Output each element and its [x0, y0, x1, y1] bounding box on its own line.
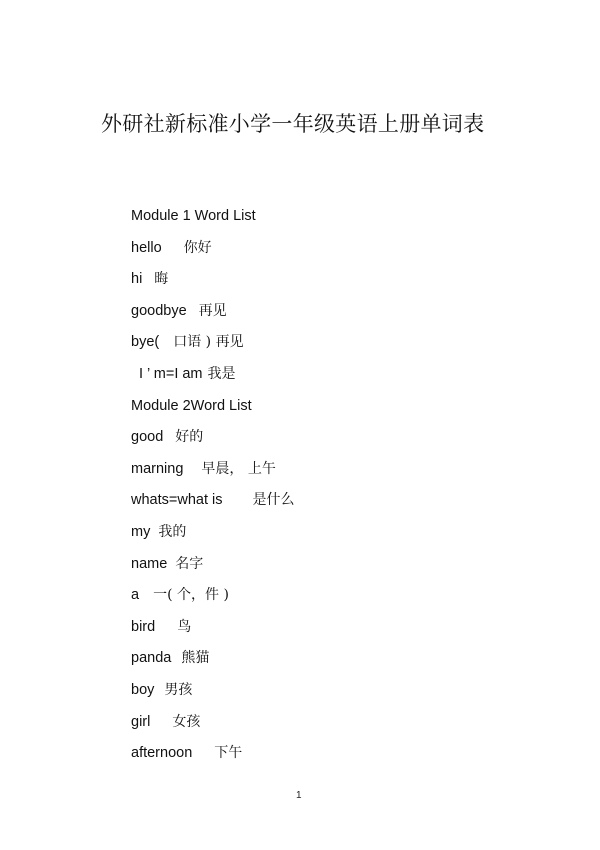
- chinese-meaning: 你好: [183, 239, 212, 256]
- list-item: [131, 615, 294, 647]
- page-title: 外研社新标准小学一年级英语上册单词表: [101, 112, 485, 136]
- chinese-meaning: 我的: [158, 523, 187, 540]
- chinese-meaning: 一( 个，件 ): [153, 587, 229, 604]
- list-item: [131, 204, 294, 236]
- english-word: boy: [131, 681, 155, 698]
- list-item: [131, 457, 294, 489]
- list-item: [131, 362, 294, 394]
- english-word: bye(: [131, 334, 160, 351]
- list-item: [131, 425, 294, 457]
- english-word: name: [131, 555, 168, 572]
- list-item: [131, 583, 294, 615]
- english-word: panda: [131, 650, 172, 667]
- list-item: [131, 552, 294, 584]
- list-item: [131, 394, 294, 426]
- list-item: [131, 267, 294, 299]
- chinese-meaning: 早晨， 上午: [201, 460, 276, 477]
- chinese-meaning: 名字: [175, 555, 204, 572]
- list-item: [131, 236, 294, 268]
- english-word: marning: [131, 460, 184, 477]
- english-word: Module 2Word List: [131, 397, 252, 414]
- english-word: afternoon: [131, 745, 193, 762]
- word-list: [131, 204, 294, 773]
- english-word: Module 1 Word List: [131, 208, 256, 224]
- list-item: [131, 710, 294, 742]
- list-item: [131, 299, 294, 331]
- english-word: my: [131, 523, 151, 540]
- english-word: hi: [131, 271, 143, 288]
- list-item: [131, 741, 294, 773]
- chinese-meaning: 晦: [154, 271, 169, 288]
- chinese-meaning: 我是: [207, 365, 236, 382]
- chinese-meaning: 鸟: [177, 618, 192, 635]
- chinese-meaning: 男孩: [164, 681, 193, 698]
- english-word: I ’ m=I am: [139, 365, 203, 382]
- english-word: girl: [131, 713, 151, 730]
- english-word: a: [131, 587, 140, 604]
- list-item: [131, 678, 294, 710]
- chinese-meaning: 熊猫: [181, 650, 210, 667]
- list-item: [131, 330, 294, 362]
- english-word: goodbye: [131, 302, 187, 319]
- english-word: whats=what is: [131, 492, 223, 509]
- chinese-meaning: 好的: [175, 429, 204, 446]
- list-item: [131, 646, 294, 678]
- english-word: hello: [131, 239, 162, 256]
- list-item: [131, 488, 294, 520]
- english-word: good: [131, 429, 164, 446]
- chinese-meaning: 下午: [214, 745, 243, 762]
- page-number: 1: [296, 790, 302, 801]
- english-word: bird: [131, 618, 156, 635]
- chinese-meaning: 口语 ) 再见: [173, 334, 244, 351]
- chinese-meaning: 是什么: [252, 492, 295, 509]
- chinese-meaning: 再见: [198, 302, 227, 319]
- chinese-meaning: 女孩: [172, 713, 201, 730]
- list-item: [131, 520, 294, 552]
